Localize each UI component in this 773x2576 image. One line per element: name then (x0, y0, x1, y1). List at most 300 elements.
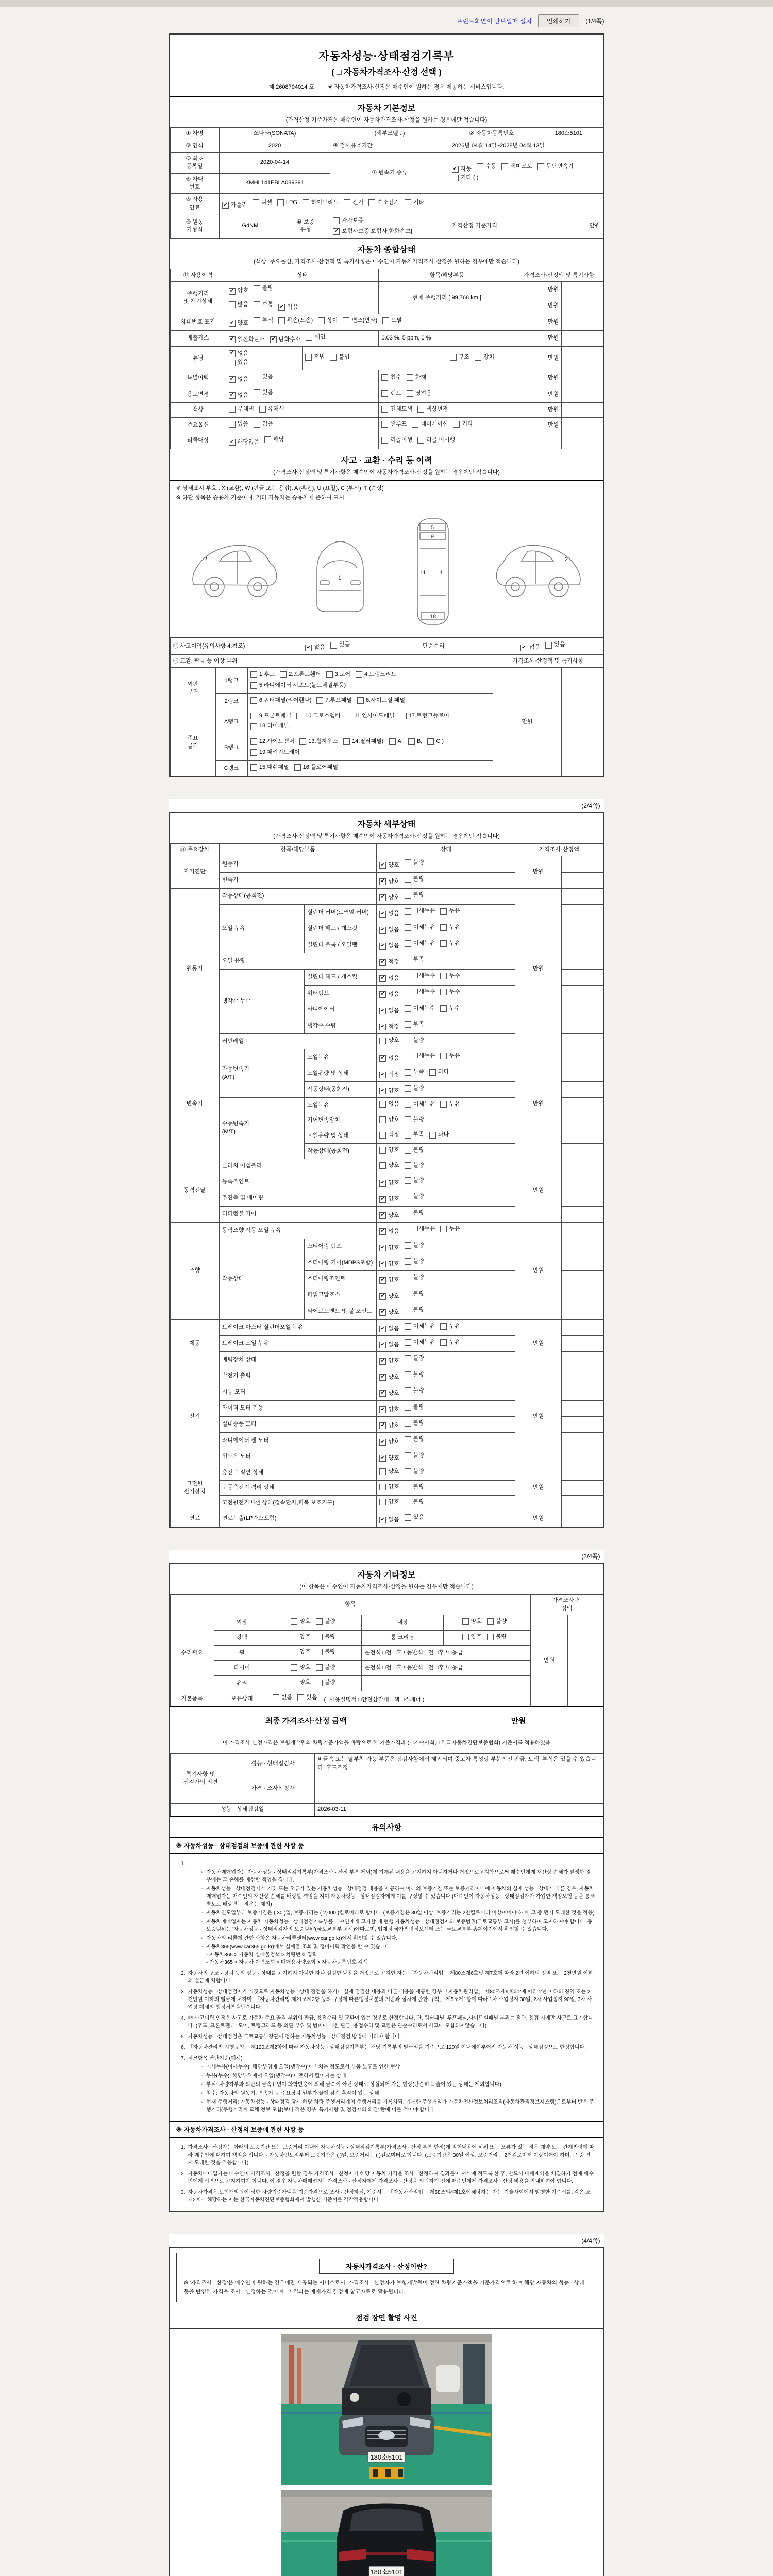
table-row (170, 214, 603, 239)
form-table (170, 638, 603, 654)
checkbox-icon (316, 1664, 323, 1671)
table-cell: 0.03 %, 5 ppm, 0 % (379, 330, 515, 346)
table-row (170, 668, 603, 694)
table-cell (226, 330, 379, 346)
checkbox (254, 420, 273, 428)
checkbox-icon (440, 1226, 447, 1232)
section-note-overall: (색상, 주요옵션, 가격조사·산정액 및 특기사항은 매수인이 자동차가격조사·산정을 원하는 경우에만 적습니다) (254, 259, 519, 265)
checkbox (343, 738, 383, 745)
table-cell (226, 370, 379, 386)
detail-state-table (170, 843, 603, 1527)
table-cell: 만원 (515, 1223, 562, 1319)
checkbox-label: 불량 (324, 1679, 335, 1686)
checkbox (250, 722, 289, 730)
table-cell: G4NM (219, 214, 281, 239)
table-cell (377, 1384, 515, 1400)
checkbox (545, 641, 565, 649)
checkbox-icon (291, 1664, 297, 1671)
checkbox-label: 양호 (299, 1633, 311, 1640)
checkbox-icon (405, 1085, 411, 1092)
table-cell: 충전구 절연 상태 (219, 1465, 377, 1481)
checkbox (250, 697, 312, 704)
table-cell (377, 986, 515, 1002)
table-cell (562, 1465, 603, 1481)
checkbox (379, 1498, 399, 1506)
checkbox-icon: ✔ (379, 1277, 386, 1284)
checkbox (291, 1664, 310, 1671)
checkbox-icon (316, 697, 323, 704)
table-cell (443, 1630, 530, 1646)
notice-item: 3. 자동차성능 · 상태점검자가 거짓으로 자동차성능 · 상태 점검을 하거나 실제 점검한 내용과 다른 내용을 제공한 경우 「자동차관리법」 제80조제9호의2에 따라 2년 이하의 징역 또는 2천만원 이하의 벌금에 처하며, 「자동차관리법 제21조제2항 등의 규정에 따른행정처분의 기준과 절차에 관한 규칙」 제5조제1항에 따라 1차 사업정지 30일, 2차 사업정지 90일, 3차 사업장 폐쇄의 행정처분을받습니다. (181, 1989, 592, 2011)
checkbox-checked (305, 643, 325, 651)
checkbox (381, 405, 412, 413)
checkbox-icon (405, 1132, 411, 1139)
table-cell: 광택 (214, 1630, 270, 1646)
checkbox (405, 1177, 424, 1184)
table-cell (270, 1630, 361, 1646)
checkbox-label: 불량 (262, 285, 274, 292)
checkbox (405, 1162, 424, 1170)
checkbox-label: 수소전기 (377, 199, 399, 206)
checkbox-icon (254, 421, 260, 428)
table-cell: 2랭크 (215, 694, 247, 709)
print-button[interactable]: 인쇄하기 (538, 14, 579, 27)
notice-item: 4. ⑫ 사고이력 인정은 사고로 자동차 주요 골격 부위의 판금, 용접수리 및 교환이 있는 경우로 한정합니다. 단, 쿼터패널, 루프패널,사이드실패널 부위는 절단, 용접 시에만 사고로 표기합니다. (후드, 프론트펜더, 도어, 트렁크리드 등 외판 부위 및 범퍼에 대한 판금, 용접수리 및 교환은 단순수리로서 사고에 포함되지않습니다) (181, 2015, 593, 2029)
table-cell (562, 1174, 603, 1190)
checkbox-label: 양호 (388, 1358, 399, 1364)
checkbox-icon (407, 374, 413, 381)
table-cell (562, 433, 603, 449)
checkbox-checked (379, 1244, 399, 1252)
checkbox (412, 420, 448, 428)
table-cell (377, 1206, 515, 1222)
checkbox (405, 924, 435, 931)
table-cell: 180소5101 (534, 128, 603, 140)
table-cell (226, 347, 302, 370)
checkbox-icon: ✔ (379, 943, 386, 950)
svg-text:11: 11 (420, 570, 426, 577)
table-row (170, 1049, 603, 1065)
notice-block2-list (170, 2138, 603, 2211)
checkbox-label: 누유 (449, 1226, 460, 1232)
checkbox-label: LPG (285, 199, 297, 206)
table-cell (562, 1190, 603, 1206)
table-row (170, 638, 603, 654)
checkbox-label: 11.인사이드패널 (354, 712, 395, 719)
checkbox-label: 장치 (483, 354, 495, 361)
table-cell: 자동변속기 (A/T) (219, 1049, 304, 1098)
checkbox-label: 불량 (413, 1419, 424, 1426)
page-1 (169, 33, 604, 777)
table-cell: ⑧ 사용 연료 (170, 194, 219, 214)
checkbox-icon (379, 1116, 386, 1123)
checkbox-label: 양호 (388, 1212, 399, 1218)
checkbox-icon: ✔ (379, 1196, 386, 1203)
table-cell: C랭크 (215, 761, 247, 776)
checkbox-label: 미세누유 (413, 1338, 435, 1345)
table-cell: 디퍼렌셜 기어 (219, 1206, 377, 1222)
table-cell: 가격 · 조사산정자 (231, 1774, 314, 1804)
checkbox-label: 5.라디에이터 서포트(볼트체결부품) (259, 682, 346, 688)
checkbox (537, 163, 574, 171)
table-cell: 만원 (515, 418, 562, 433)
checkbox-label: 양호 (388, 1116, 399, 1123)
page-2 (169, 812, 604, 1528)
checkbox (405, 972, 435, 980)
checkbox (316, 1664, 335, 1671)
car-diagram-front-icon (301, 528, 379, 616)
notice-bullet: ◦ 침수: 자동차의 원동기, 변속기 등 주요장치 일부가 물에 잠긴 흔적이 있는 상태 (200, 2091, 379, 2097)
checkbox-label: 네비게이션 (421, 421, 448, 428)
checkbox-checked (270, 336, 301, 344)
checkbox-label: 없음 (388, 991, 399, 998)
table-cell (562, 1368, 603, 1384)
svg-text:18: 18 (430, 614, 436, 620)
table-cell: 실린더 헤드 / 개스킷 (305, 969, 377, 985)
table-cell: 비금속 또는 탈부착 가능 부품은 점검사항에서 제외되며 중고차 특성상 부분적인 판금, 도색, 부식은 있을 수 있습니다. 후드조정 (315, 1754, 603, 1774)
checkbox-icon (405, 1242, 411, 1249)
checkbox (356, 671, 396, 679)
checkbox-label: 부족 (413, 1069, 424, 1075)
checkbox (291, 1648, 310, 1656)
checkbox-icon: ✔ (305, 645, 312, 651)
checkbox-icon (381, 390, 388, 397)
table-cell: 만원 (515, 856, 562, 889)
table-cell: 작동상태(공회전) (305, 1081, 377, 1097)
table-cell: ⑥ 차대 번호 (170, 173, 219, 194)
table-cell: 연료누출(LP가스포함) (219, 1511, 377, 1527)
install-print-helper-link[interactable]: 프린트화면이 안보일때 설치 (457, 18, 532, 25)
final-price-label: 최종 가격조사·산정 금액 (265, 1717, 347, 1726)
table-cell (562, 1271, 603, 1287)
checkbox-icon: ✔ (379, 1455, 386, 1462)
checkbox (405, 1209, 424, 1217)
about-apprais-text: ※ '가격조사 · 산정'은 매수인이 원하는 경우에만 제공되는 서비스로서, 가격조사 · 산정자가 보험개발원이 정한 차량기준가액을 기준가격으로 하여 해당 자동차의 성능 · 상태 등을 반영한 가격을 조사 · 산정하는 것이며, 그 결과는 매매가격 결정에 참고자료로 활용됩니다. (183, 2280, 584, 2295)
table-cell (379, 433, 562, 449)
checkbox-checked (379, 1195, 399, 1203)
section-title-etc: 자동차 기타정보 (357, 1571, 416, 1580)
checkbox-label: 미세누수 (413, 1005, 435, 1011)
table-cell (562, 921, 603, 937)
checkbox (333, 217, 364, 225)
checkbox-label: 양호 (388, 1180, 399, 1187)
checkbox-label: 양호 (388, 1454, 399, 1461)
checkbox-label: 누유 (449, 1338, 460, 1345)
checkbox (417, 405, 448, 413)
table-cell: ① 차명 (170, 128, 219, 140)
table-cell: 만원 (515, 314, 562, 330)
table-row (170, 1595, 603, 1615)
checkbox-label: 불량 (413, 1387, 424, 1394)
checkbox-icon (537, 163, 544, 170)
checkbox-label: 부족 (413, 1021, 424, 1028)
form-table (170, 655, 603, 668)
checkbox (344, 199, 363, 207)
table-cell (377, 1098, 515, 1113)
checkbox-label: 적정 (388, 959, 399, 965)
table-cell: 성능 · 상태점검일 (170, 1804, 315, 1816)
checkbox (303, 199, 339, 207)
table-cell: 기본품목 (170, 1691, 214, 1706)
checkbox-label: 불량 (413, 1242, 424, 1248)
checkbox (405, 859, 424, 867)
table-cell (315, 1774, 603, 1804)
checkbox-icon (501, 163, 508, 170)
checkbox (291, 1618, 310, 1625)
checkbox-label: 불량 (413, 1116, 424, 1123)
checkbox-label: 미세누수 (413, 989, 435, 995)
checkbox-label: 누유 (449, 1053, 460, 1059)
checkbox (440, 988, 460, 996)
checkbox-label: 누유 (449, 924, 460, 930)
table-cell: 상태 (377, 843, 515, 856)
table-cell: 오일누유 (305, 1049, 377, 1065)
svg-text:9: 9 (431, 534, 434, 540)
checkbox-icon (306, 334, 312, 341)
table-cell (226, 314, 515, 330)
checkbox-icon (254, 317, 260, 324)
table-cell: 연료 (170, 1511, 219, 1527)
checkbox-icon (229, 421, 236, 428)
checkbox (405, 1290, 424, 1298)
table-cell: 만원 (515, 1159, 562, 1223)
table-row (170, 1511, 603, 1527)
checkbox-icon (296, 713, 303, 719)
final-price-row (170, 1706, 603, 1734)
checkbox-label: 무단변속기 (546, 163, 574, 170)
table-cell: 보유상태 (214, 1691, 270, 1706)
table-row (170, 269, 603, 282)
notice-bullet: ◦ 자동차의 리콜에 관한 사항은 자동차리콜센터(www.car.go.kr)에서 확인할 수 있습니다. (200, 1936, 398, 1942)
checkbox (405, 1371, 424, 1379)
table-cell: 만원 (515, 888, 562, 1049)
svg-text:1: 1 (338, 575, 341, 582)
checkbox-icon (291, 1634, 297, 1640)
checkbox-icon: ✔ (222, 202, 229, 209)
checkbox-checked (379, 1389, 399, 1397)
notice-item: 6. 「자동차관리법 시행규칙」 제120조제2항에 따라 자동차성능 · 상태점검기록부는 해당 기록부의 발급일을 기준으로 120일 이내에이루어진 자동차 성능 · 상태점검으로 한정합니다. (181, 2045, 586, 2051)
table-cell: 만원 (515, 298, 562, 314)
table-cell: 가격조사·산정액 (515, 843, 603, 856)
checkbox (405, 1468, 424, 1476)
checkbox-label: 누수 (449, 1005, 460, 1011)
table-cell: 만원 (534, 214, 603, 239)
checkbox-label: 침수 (390, 374, 401, 380)
table-cell: 수동변속기 (M/T) (219, 1098, 304, 1159)
notice-bullet: ◦ 자동차인도일부터 보증기간은 ( 30 )일, 보증거리는 ( 2,000 )킬로미터로 합니다. (보증기간은 30일 이상, 보증거리는 2천킬로미터 이상이어야 하며, 그 중 먼저 도래한 것을 적용) (200, 1910, 595, 1917)
checkbox-icon (253, 199, 259, 206)
table-cell (562, 1113, 603, 1128)
checkbox-checked (379, 1071, 399, 1078)
checkbox-label: 누유 (449, 940, 460, 947)
checkbox-icon (333, 217, 340, 224)
checkbox-label: 불량 (413, 1436, 424, 1443)
table-cell: 시동 모터 (219, 1384, 377, 1400)
checkbox-icon (440, 989, 447, 995)
checkbox-label: 불량 (413, 1307, 424, 1313)
checkbox-checked (379, 894, 399, 902)
checkbox-icon: ✔ (379, 1390, 386, 1397)
table-cell: 만원 (515, 386, 562, 402)
checkbox-icon (487, 1618, 494, 1625)
checkbox-label: 양호 (388, 1309, 399, 1316)
table-cell: 만원 (515, 330, 562, 346)
table-cell: 주요옵션 (170, 418, 226, 433)
table-row (170, 1804, 603, 1816)
checkbox (440, 1005, 460, 1012)
checkbox-icon (429, 1132, 436, 1139)
checkbox (440, 1225, 460, 1233)
checkbox (291, 1679, 310, 1686)
checkbox-label: 탄화수소 (278, 336, 301, 343)
checkbox-label: 19.패키지트레이 (259, 749, 300, 755)
checkbox (440, 972, 460, 980)
checkbox-label: 불량 (324, 1664, 335, 1670)
checkbox-icon: ✔ (379, 1245, 386, 1251)
checkbox (440, 907, 460, 915)
table-cell: 용도변경 (170, 386, 226, 402)
checkbox (440, 940, 460, 947)
section-title-basic-info: 자동차 기본정보 (357, 104, 416, 113)
table-cell: 변속기 (170, 1049, 219, 1159)
notice-bullet: ◦ 자동차매매업자는 자동차성능 · 상태점검기록부(가격조사 · 산정 부분 제외)에 기재된 내용을 고지하지 아니하거나 거짓으로고지함으로써 매수인에게 재산상 손해가 발생한 경우에는 그 손해를 배상할 책임을 집니다. (200, 1870, 591, 1884)
checkbox (405, 1498, 424, 1506)
checkbox-icon (291, 1618, 297, 1625)
checkbox (405, 875, 424, 883)
checkbox (273, 1694, 292, 1702)
checkbox (250, 682, 346, 689)
checkbox-icon (264, 436, 271, 443)
checkbox-icon (278, 317, 285, 324)
checkbox-label: 불량 (413, 1177, 424, 1184)
checkbox-label: 없음 (237, 350, 249, 357)
checkbox-label: 12.사이드멤버 (259, 738, 295, 745)
checkbox-icon (343, 317, 349, 324)
checkbox-label: 없음 (388, 926, 399, 933)
checkbox-label: 양호 (299, 1618, 311, 1625)
checkbox-label: A, (397, 738, 403, 745)
checkbox-icon: ✔ (229, 392, 236, 399)
table-cell: 색상 (170, 402, 226, 418)
checkbox (405, 1131, 424, 1139)
table-cell (377, 1303, 515, 1319)
checkbox (440, 1100, 460, 1108)
table-cell: ② 자동차등록번호 (449, 128, 534, 140)
checkbox-label: 보통 (262, 301, 274, 308)
checkbox-icon (273, 1694, 279, 1701)
checkbox (462, 1633, 482, 1641)
notice-item: 7. 체크항목 판단기준(예시) (181, 2056, 243, 2062)
checkbox-icon (405, 1468, 411, 1475)
table-cell (377, 1335, 515, 1351)
service-note: ※ 자동차가격조사·산정은 매수인이 원하는 경우 제공하는 서비스입니다. (328, 84, 505, 90)
table-cell (377, 1081, 515, 1097)
table-cell: KMHL141EBLA089391 (219, 173, 330, 194)
checkbox (379, 1483, 399, 1491)
checkbox-label: 양호 (388, 1406, 399, 1413)
checkbox (405, 1100, 435, 1108)
table-cell: 냉각수 누수 (219, 969, 304, 1034)
checkbox (389, 738, 403, 745)
checkbox-icon (405, 1005, 411, 1012)
checkbox-checked (379, 1179, 399, 1187)
table-cell (377, 1511, 515, 1527)
checkbox-icon (379, 1468, 386, 1475)
checkbox (254, 284, 273, 292)
checkbox-icon: ✔ (379, 1228, 386, 1235)
checkbox (379, 1146, 399, 1154)
checkbox (487, 1618, 507, 1625)
table-cell: 2020-04-14 (219, 152, 330, 173)
form-table (170, 127, 603, 239)
table-cell (562, 668, 603, 776)
checkbox-label: 미세누유 (413, 1101, 435, 1108)
panel-header-table (170, 655, 603, 668)
table-cell (226, 402, 379, 418)
checkbox-label: 화재 (415, 374, 426, 380)
checkbox-icon (462, 1618, 469, 1625)
checkbox-icon (450, 354, 457, 361)
notice-bullet: ◦ 자동차매매업자는 자동차 자동차성능 · 상태점검기록부를 매수인에게 고지할 때 현행 자동차성능 · 상태점검자의 보증범위(국토교통부 고시)를 첨부하여 고지하여야 합니다. 동 보증범위는 '자동차성능 · 상태점검자의 보증범위'(국토교통부 고시)에따르며, 법제처 국가법령정보센터 또는 국토교통부 홈페이지에서 확인할 수 있습니다. (200, 1919, 593, 1933)
checkbox-icon (405, 1452, 411, 1459)
checkbox-icon (545, 642, 552, 649)
checkbox-label: 적음 (287, 303, 298, 310)
checkbox-checked (229, 287, 248, 295)
notice-item: 1. 가격조사 · 산정자는 아래의 보증기간 또는 보증거리 이내에 자동차성능 · 상태점검기록부(가격조사 · 산정 부분 한정)에 적힌내용에 허위 또는 오류가 있는 경우 계약 또는 관계법령에 따라 매수인에 대하여 책임을 집니다. · 자동차인도일부터 보증기간은 ( )일, 보증거리는 ( )킬로미터로 합니다. (보증기간은 30일 이상, 보증거리는 2천킬로미터 이상이어야 하며, 그 중 먼저 도래한 것을 적용합니다) (181, 2145, 595, 2166)
checkbox (296, 712, 340, 720)
checkbox-label: 7.루프패널 (325, 697, 352, 704)
checkbox-icon (250, 764, 257, 771)
checkbox (405, 1403, 424, 1411)
table-cell: 동력전달 (170, 1159, 219, 1223)
checkbox-checked (379, 991, 399, 998)
table-cell (562, 1255, 603, 1271)
car-diagram-side-left-icon (188, 528, 285, 616)
table-cell: ⑭ 주요장치 (170, 843, 219, 856)
checkbox-label: 미세누유 (413, 1226, 435, 1232)
checkbox-label: 도말 (391, 317, 402, 324)
checkbox (405, 907, 435, 915)
checkbox-label: 가솔린 (230, 201, 247, 208)
checkbox-icon: ✔ (333, 228, 340, 235)
table-cell: 실린더 블록 / 오일팬 (305, 937, 377, 953)
checkbox-label: 양호 (388, 1146, 399, 1153)
svg-text:5: 5 (431, 524, 434, 531)
table-row (170, 330, 603, 346)
checkbox-label: 상이 (327, 317, 338, 324)
checkbox-label: 양호 (388, 1196, 399, 1202)
checkbox-label: 불량 (413, 1355, 424, 1362)
checkbox-icon (379, 1132, 386, 1139)
checkbox-checked (452, 165, 472, 173)
checkbox (417, 436, 455, 444)
checkbox-label: B, (416, 738, 423, 745)
checkbox-label: 양호 (388, 894, 399, 901)
table-cell (449, 152, 603, 194)
checkbox-icon: ✔ (452, 166, 459, 173)
checkbox-icon (229, 301, 236, 308)
checkbox-label: 없음 (388, 1341, 399, 1348)
form-table (170, 843, 603, 1527)
page4-marker-row (169, 2234, 604, 2247)
table-cell (377, 872, 515, 888)
checkbox-checked (379, 1055, 399, 1062)
checkbox (405, 1225, 435, 1233)
checkbox-label: 있음 (339, 641, 350, 648)
table-cell: 스티어링조인트 (305, 1271, 377, 1287)
section-title-detail: 자동차 세부상태 (357, 820, 416, 829)
table-cell (562, 1433, 603, 1449)
